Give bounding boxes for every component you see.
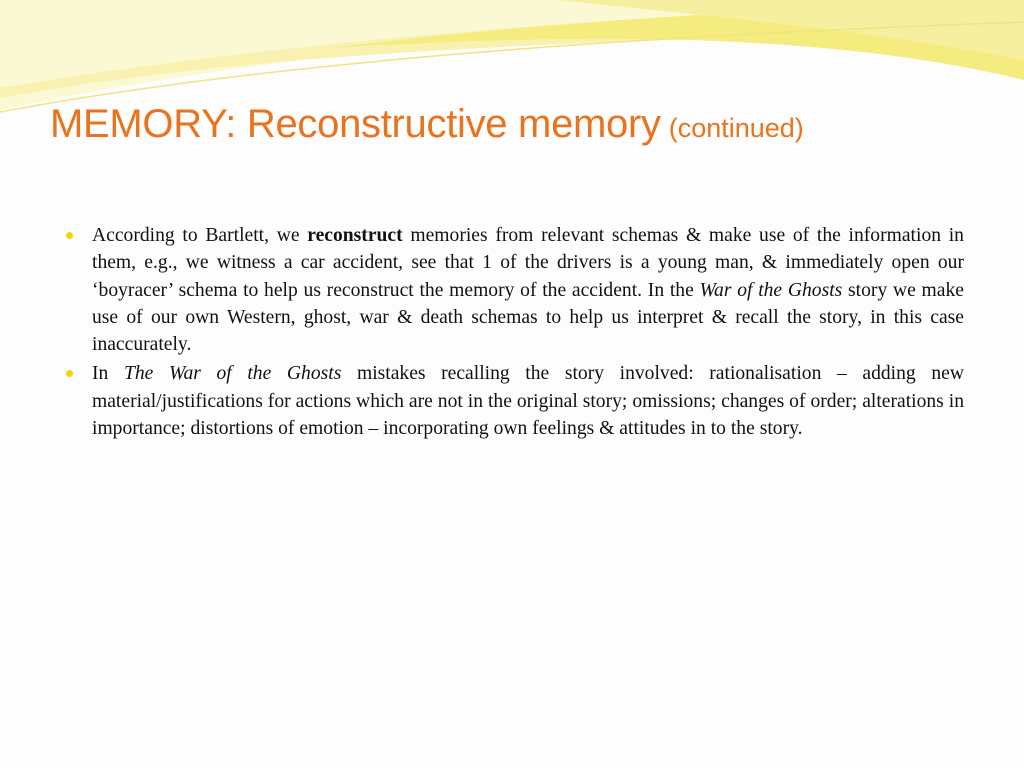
bullet-text	[92, 222, 964, 358]
bullet-text-part: According to Bartlett, we	[92, 225, 308, 246]
slide-title-main: MEMORY: Reconstructive memory	[50, 102, 661, 146]
bullet-text-part: mistakes recalling the story involved: rationalisation – adding new material/justifications for actions which are not in the original story; omissions; changes of order; alterations in importance; distortions of emotion – incorporating own feelings & attitudes in to the story.	[92, 363, 964, 440]
bullet-text-italic: War of the Ghosts	[699, 279, 843, 301]
bullet-text-part: memories from relevant schemas & make use of the information in them, e.g., we witness a car accident, see that 1 of the drivers is a young man, & immediately open our ‘boyracer’ schema to help us reconstruct the memory of the accident. In the	[92, 225, 964, 301]
bullet-text-italic: The War of the Ghosts	[123, 363, 342, 385]
bullet-text-part: In	[92, 363, 124, 385]
bullet-text-part: story we make use of our own Western, ghost, war & death schemas to help us interpret & recall the story, in this case inaccurately.	[92, 279, 964, 356]
bullet-dot-icon	[66, 232, 73, 239]
slide-title	[50, 104, 990, 144]
bullet-text	[92, 360, 964, 442]
bullet-item	[62, 360, 964, 442]
bullet-dot-icon	[66, 370, 73, 377]
bullet-item	[62, 222, 964, 358]
slide-title-suffix: (continued)	[668, 113, 804, 143]
bullet-text-bold: reconstruct	[307, 225, 403, 246]
bullet-list	[62, 222, 964, 444]
